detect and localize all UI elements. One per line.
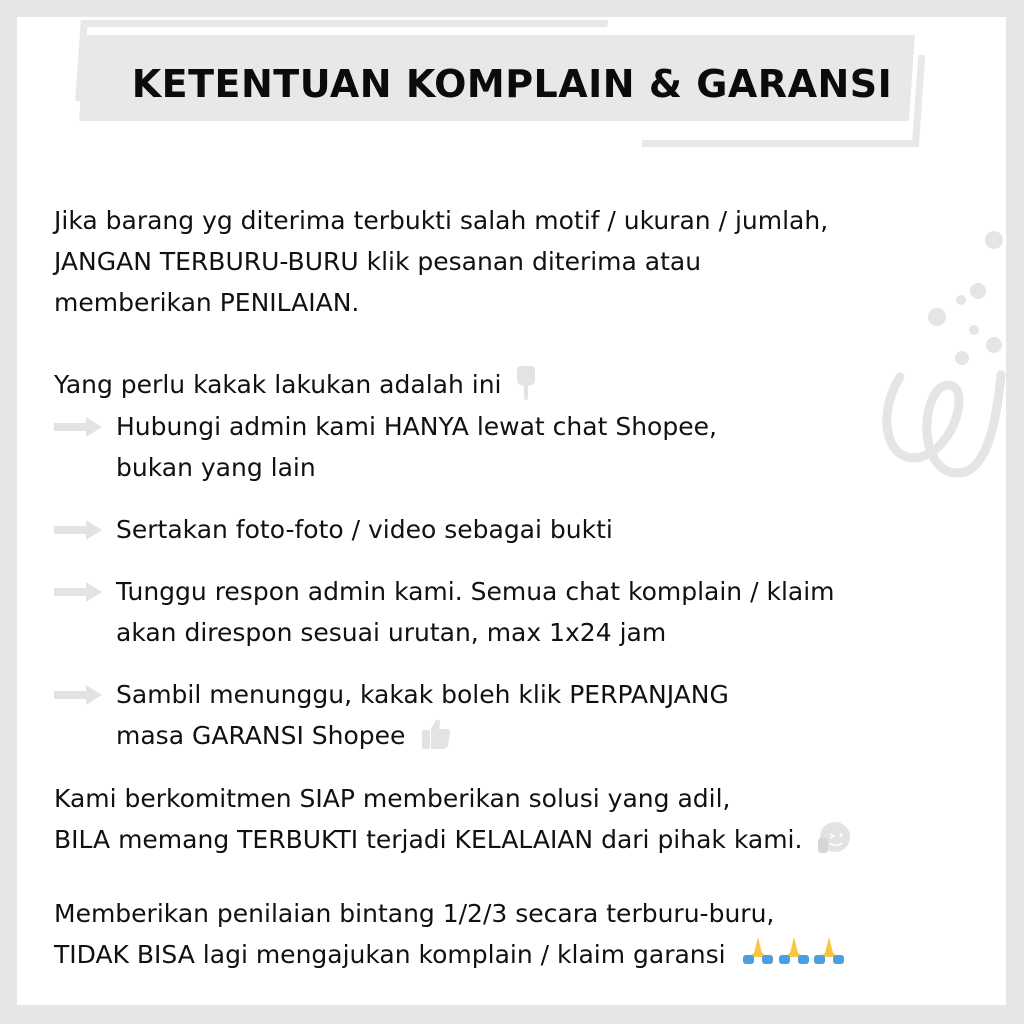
pointing-down-icon	[515, 364, 539, 400]
step-line: akan direspon sesuai urutan, max 1x24 jam	[116, 618, 667, 647]
step-line: Sertakan foto-foto / video sebagai bukti	[116, 515, 613, 544]
steps-heading-text: Yang perlu kakak lakukan adalah ini	[54, 370, 502, 399]
commitment-paragraph	[54, 778, 850, 860]
arrow-right-icon	[54, 417, 102, 437]
thumbs-up-icon	[419, 717, 453, 751]
step-line: Sambil menunggu, kakak boleh klik PERPANJANG	[116, 680, 729, 709]
page-title: KETENTUAN KOMPLAIN & GARANSI	[131, 62, 893, 106]
intro-line: memberikan PENILAIAN.	[54, 288, 360, 317]
step-line: Hubungi admin kami HANYA lewat chat Shopee,	[116, 412, 717, 441]
commitment-line: BILA memang TERBUKTI terjadi KELALAIAN dari pihak kami.	[54, 825, 803, 854]
arrow-right-icon	[54, 582, 102, 602]
arrow-right-icon	[54, 685, 102, 705]
intro-line: JANGAN TERBURU-BURU klik pesanan diterima atau	[54, 247, 702, 276]
step-line: Tunggu respon admin kami. Semua chat komplain / klaim	[116, 577, 835, 606]
praying-hands-icon	[742, 935, 774, 965]
intro-line: Jika barang yg diterima terbukti salah motif / ukuran / jumlah,	[54, 206, 829, 235]
warning-paragraph	[54, 893, 845, 977]
steps-heading	[54, 364, 539, 405]
praying-hands-icon	[778, 935, 810, 965]
arrow-right-icon	[54, 520, 102, 540]
warning-line: TIDAK BISA lagi mengajukan komplain / klaim garansi	[54, 940, 726, 969]
commitment-line: Kami berkomitmen SIAP memberikan solusi yang adil,	[54, 784, 731, 813]
intro-paragraph	[54, 200, 828, 323]
praying-hands-icon	[813, 935, 845, 965]
wink-thumbs-up-icon	[816, 821, 850, 855]
decorative-doodle-icon	[876, 225, 1006, 485]
step-line: masa GARANSI Shopee	[116, 721, 406, 750]
warning-line: Memberikan penilaian bintang 1/2/3 secara terburu-buru,	[54, 899, 775, 928]
step-line: bukan yang lain	[116, 453, 316, 482]
